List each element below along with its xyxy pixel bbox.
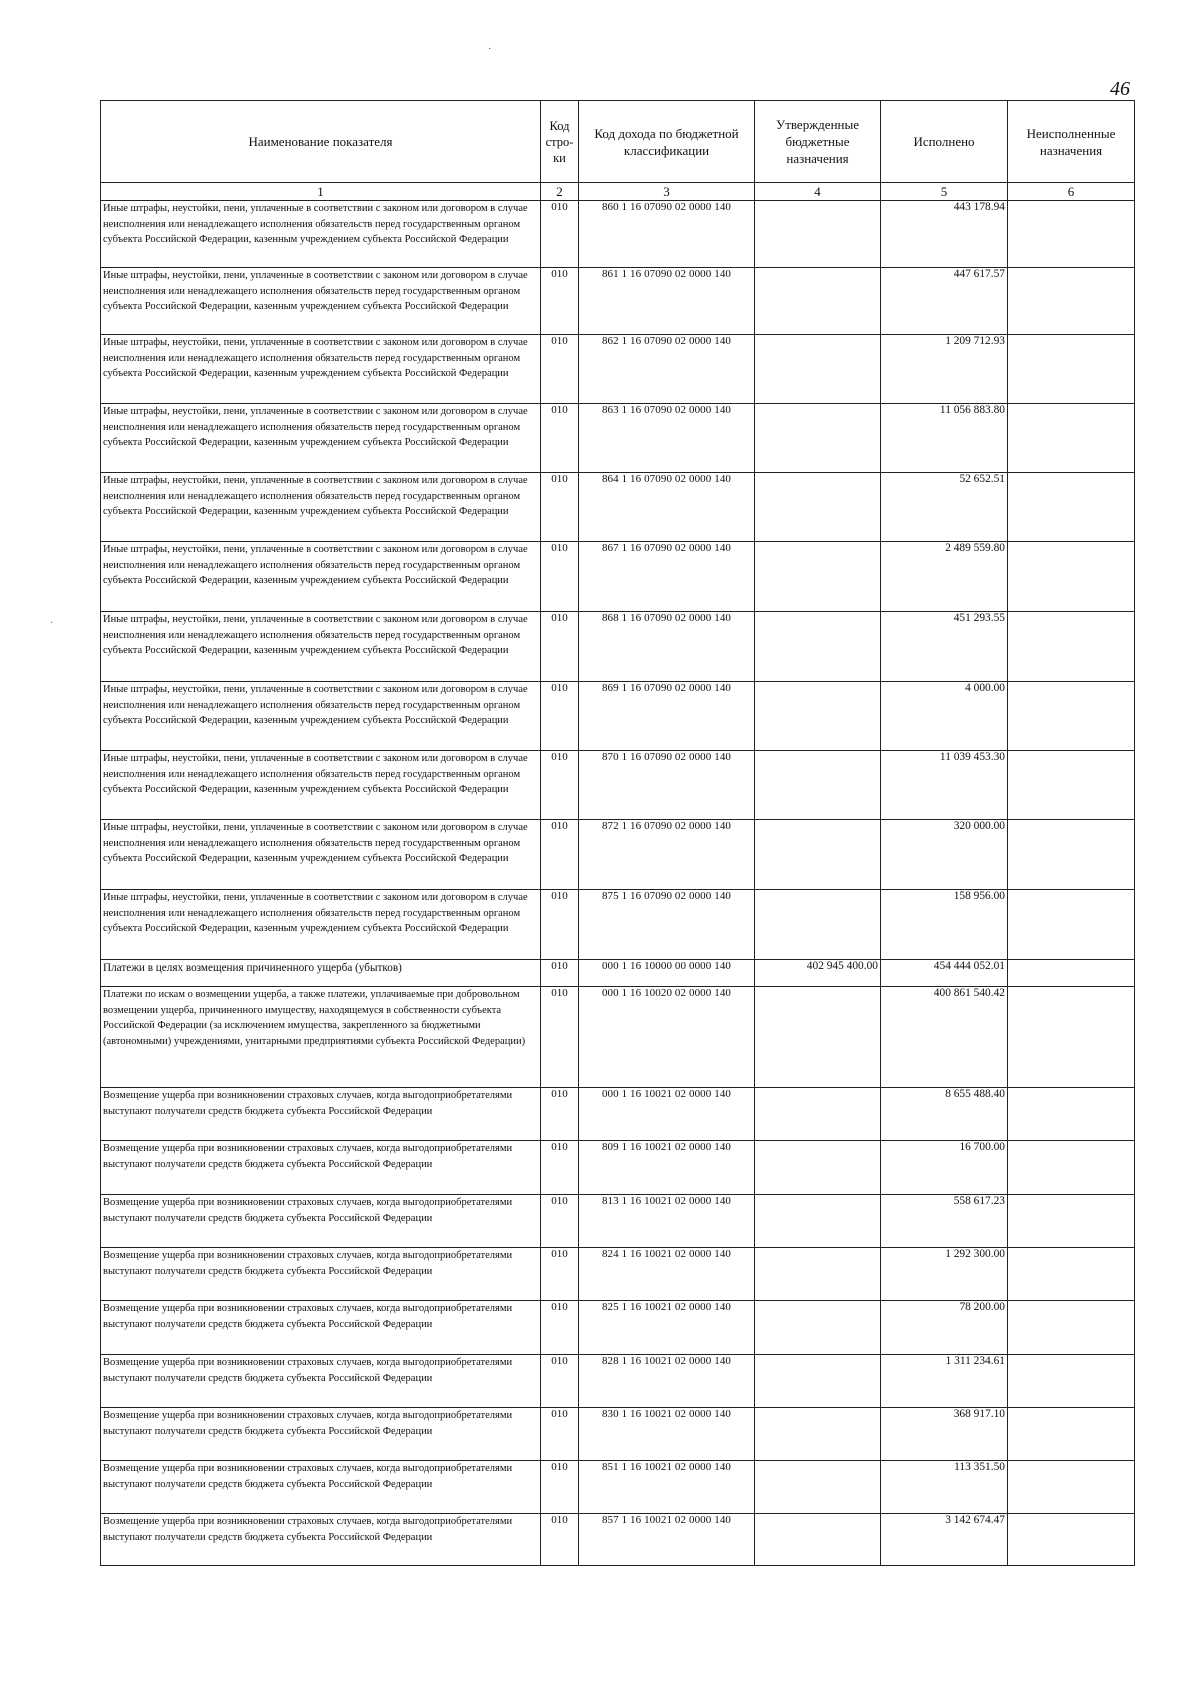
row-executed: 1 292 300.00	[881, 1248, 1008, 1301]
scan-speck: ·	[50, 618, 54, 629]
row-name: Возмещение ущерба при возникновении страховых случаев, когда выгодоприобретателями выступают получатели средств бюджета субъекта Российской Федерации	[101, 1088, 541, 1141]
row-executed: 2 489 559.80	[881, 542, 1008, 612]
row-income-code: 872 1 16 07090 02 0000 140	[579, 820, 755, 890]
table-header-row	[101, 101, 1135, 183]
table-row	[101, 751, 1135, 820]
row-income-code: 867 1 16 07090 02 0000 140	[579, 542, 755, 612]
budget-execution-table	[100, 100, 1135, 1566]
page-number: 46	[1110, 78, 1130, 100]
column-number: 5	[881, 183, 1008, 201]
row-approved	[755, 987, 881, 1088]
row-income-code: 000 1 16 10000 00 0000 140	[579, 960, 755, 987]
row-income-code: 868 1 16 07090 02 0000 140	[579, 612, 755, 682]
row-unexecuted	[1008, 1301, 1135, 1355]
row-line-code: 010	[541, 1141, 579, 1195]
row-name: Иные штрафы, неустойки, пени, уплаченные в соответствии с законом или договором в случае неисполнения или ненадлежащего исполнения обязательств перед государственным органом субъекта Российской Федерации, казенным учреждением субъекта Российской Федерации	[101, 542, 541, 612]
row-approved	[755, 1141, 881, 1195]
row-income-code: 824 1 16 10021 02 0000 140	[579, 1248, 755, 1301]
row-executed: 78 200.00	[881, 1301, 1008, 1355]
row-approved	[755, 542, 881, 612]
table-row	[101, 1088, 1135, 1141]
column-number: 6	[1008, 183, 1135, 201]
row-executed: 3 142 674.47	[881, 1514, 1008, 1566]
row-line-code: 010	[541, 751, 579, 820]
row-line-code: 010	[541, 1248, 579, 1301]
row-approved	[755, 404, 881, 473]
row-unexecuted	[1008, 1514, 1135, 1566]
row-name: Возмещение ущерба при возникновении страховых случаев, когда выгодоприобретателями выступают получатели средств бюджета субъекта Российской Федерации	[101, 1195, 541, 1248]
row-approved	[755, 890, 881, 960]
row-line-code: 010	[541, 820, 579, 890]
row-approved	[755, 612, 881, 682]
table-row	[101, 1195, 1135, 1248]
row-name: Платежи по искам о возмещении ущерба, а также платежи, уплачиваемые при добровольном возмещении ущерба, причиненного имуществу, находящемуся в собственности субъекта Российской Федерации (за исключением имущества, закрепленного за бюджетными (автономными) учреждениями, унитарными предприятиями субъекта Российской Федерации)	[101, 987, 541, 1088]
row-unexecuted	[1008, 820, 1135, 890]
row-line-code: 010	[541, 1301, 579, 1355]
row-line-code: 010	[541, 890, 579, 960]
table-row	[101, 1355, 1135, 1408]
row-unexecuted	[1008, 1195, 1135, 1248]
row-unexecuted	[1008, 960, 1135, 987]
row-line-code: 010	[541, 987, 579, 1088]
row-unexecuted	[1008, 1355, 1135, 1408]
table-row	[101, 268, 1135, 335]
row-executed: 320 000.00	[881, 820, 1008, 890]
row-line-code: 010	[541, 335, 579, 404]
row-unexecuted	[1008, 751, 1135, 820]
row-line-code: 010	[541, 1355, 579, 1408]
row-line-code: 010	[541, 1408, 579, 1461]
row-income-code: 875 1 16 07090 02 0000 140	[579, 890, 755, 960]
row-name: Возмещение ущерба при возникновении страховых случаев, когда выгодоприобретателями выступают получатели средств бюджета субъекта Российской Федерации	[101, 1301, 541, 1355]
row-line-code: 010	[541, 542, 579, 612]
row-name: Платежи в целях возмещения причиненного ущерба (убытков)	[101, 960, 541, 987]
row-approved	[755, 1514, 881, 1566]
table-row	[101, 612, 1135, 682]
row-name: Иные штрафы, неустойки, пени, уплаченные в соответствии с законом или договором в случае неисполнения или ненадлежащего исполнения обязательств перед государственным органом субъекта Российской Федерации, казенным учреждением субъекта Российской Федерации	[101, 473, 541, 542]
row-name: Иные штрафы, неустойки, пени, уплаченные в соответствии с законом или договором в случае неисполнения или ненадлежащего исполнения обязательств перед государственным органом субъекта Российской Федерации, казенным учреждением субъекта Российской Федерации	[101, 404, 541, 473]
row-name: Возмещение ущерба при возникновении страховых случаев, когда выгодоприобретателями выступают получатели средств бюджета субъекта Российской Федерации	[101, 1248, 541, 1301]
row-line-code: 010	[541, 201, 579, 268]
row-unexecuted	[1008, 890, 1135, 960]
row-approved	[755, 1408, 881, 1461]
row-line-code: 010	[541, 1088, 579, 1141]
row-line-code: 010	[541, 1514, 579, 1566]
table-row	[101, 1301, 1135, 1355]
row-income-code: 000 1 16 10021 02 0000 140	[579, 1088, 755, 1141]
row-unexecuted	[1008, 682, 1135, 751]
row-name: Возмещение ущерба при возникновении страховых случаев, когда выгодоприобретателями выступают получатели средств бюджета субъекта Российской Федерации	[101, 1408, 541, 1461]
row-approved	[755, 1088, 881, 1141]
header-line-code: Код стро-ки	[541, 101, 579, 183]
row-income-code: 869 1 16 07090 02 0000 140	[579, 682, 755, 751]
row-executed: 11 039 453.30	[881, 751, 1008, 820]
row-income-code: 809 1 16 10021 02 0000 140	[579, 1141, 755, 1195]
header-executed: Исполнено	[881, 101, 1008, 183]
row-approved	[755, 1301, 881, 1355]
column-number: 1	[101, 183, 541, 201]
row-approved	[755, 1195, 881, 1248]
row-income-code: 851 1 16 10021 02 0000 140	[579, 1461, 755, 1514]
row-income-code: 861 1 16 07090 02 0000 140	[579, 268, 755, 335]
row-name: Иные штрафы, неустойки, пени, уплаченные в соответствии с законом или договором в случае неисполнения или ненадлежащего исполнения обязательств перед государственным органом субъекта Российской Федерации, казенным учреждением субъекта Российской Федерации	[101, 335, 541, 404]
row-income-code: 870 1 16 07090 02 0000 140	[579, 751, 755, 820]
table-row	[101, 1514, 1135, 1566]
row-name: Возмещение ущерба при возникновении страховых случаев, когда выгодоприобретателями выступают получатели средств бюджета субъекта Российской Федерации	[101, 1141, 541, 1195]
table-row	[101, 1141, 1135, 1195]
table-row	[101, 1461, 1135, 1514]
row-executed: 368 917.10	[881, 1408, 1008, 1461]
row-name: Иные штрафы, неустойки, пени, уплаченные в соответствии с законом или договором в случае неисполнения или ненадлежащего исполнения обязательств перед государственным органом субъекта Российской Федерации, казенным учреждением субъекта Российской Федерации	[101, 201, 541, 268]
row-executed: 8 655 488.40	[881, 1088, 1008, 1141]
row-unexecuted	[1008, 1141, 1135, 1195]
row-executed: 1 209 712.93	[881, 335, 1008, 404]
row-income-code: 813 1 16 10021 02 0000 140	[579, 1195, 755, 1248]
table-row	[101, 890, 1135, 960]
row-income-code: 862 1 16 07090 02 0000 140	[579, 335, 755, 404]
row-approved	[755, 1355, 881, 1408]
row-income-code: 828 1 16 10021 02 0000 140	[579, 1355, 755, 1408]
row-income-code: 000 1 16 10020 02 0000 140	[579, 987, 755, 1088]
row-name: Возмещение ущерба при возникновении страховых случаев, когда выгодоприобретателями выступают получатели средств бюджета субъекта Российской Федерации	[101, 1461, 541, 1514]
row-income-code: 863 1 16 07090 02 0000 140	[579, 404, 755, 473]
row-executed: 4 000.00	[881, 682, 1008, 751]
row-income-code: 825 1 16 10021 02 0000 140	[579, 1301, 755, 1355]
table-row	[101, 682, 1135, 751]
row-unexecuted	[1008, 335, 1135, 404]
row-name: Возмещение ущерба при возникновении страховых случаев, когда выгодоприобретателями выступают получатели средств бюджета субъекта Российской Федерации	[101, 1514, 541, 1566]
row-income-code: 860 1 16 07090 02 0000 140	[579, 201, 755, 268]
table-row	[101, 987, 1135, 1088]
row-unexecuted	[1008, 612, 1135, 682]
row-unexecuted	[1008, 987, 1135, 1088]
row-unexecuted	[1008, 404, 1135, 473]
row-approved	[755, 268, 881, 335]
row-name: Иные штрафы, неустойки, пени, уплаченные в соответствии с законом или договором в случае неисполнения или ненадлежащего исполнения обязательств перед государственным органом субъекта Российской Федерации, казенным учреждением субъекта Российской Федерации	[101, 612, 541, 682]
row-name: Иные штрафы, неустойки, пени, уплаченные в соответствии с законом или договором в случае неисполнения или ненадлежащего исполнения обязательств перед государственным органом субъекта Российской Федерации, казенным учреждением субъекта Российской Федерации	[101, 751, 541, 820]
header-unexecuted: Неисполненные назначения	[1008, 101, 1135, 183]
row-approved	[755, 473, 881, 542]
header-indicator-name: Наименование показателя	[101, 101, 541, 183]
row-income-code: 857 1 16 10021 02 0000 140	[579, 1514, 755, 1566]
row-executed: 558 617.23	[881, 1195, 1008, 1248]
row-executed: 1 311 234.61	[881, 1355, 1008, 1408]
row-unexecuted	[1008, 542, 1135, 612]
row-line-code: 010	[541, 612, 579, 682]
row-executed: 447 617.57	[881, 268, 1008, 335]
row-executed: 52 652.51	[881, 473, 1008, 542]
row-executed: 113 351.50	[881, 1461, 1008, 1514]
table-row	[101, 820, 1135, 890]
row-unexecuted	[1008, 1088, 1135, 1141]
row-executed: 16 700.00	[881, 1141, 1008, 1195]
header-approved: Утвержденные бюджетные назначения	[755, 101, 881, 183]
table-row	[101, 404, 1135, 473]
row-unexecuted	[1008, 1461, 1135, 1514]
row-executed: 443 178.94	[881, 201, 1008, 268]
row-approved	[755, 751, 881, 820]
row-name: Возмещение ущерба при возникновении страховых случаев, когда выгодоприобретателями выступают получатели средств бюджета субъекта Российской Федерации	[101, 1355, 541, 1408]
row-line-code: 010	[541, 1461, 579, 1514]
table-row	[101, 335, 1135, 404]
table-row	[101, 960, 1135, 987]
row-approved	[755, 1461, 881, 1514]
row-line-code: 010	[541, 960, 579, 987]
row-approved: 402 945 400.00	[755, 960, 881, 987]
row-line-code: 010	[541, 682, 579, 751]
column-number: 4	[755, 183, 881, 201]
row-approved	[755, 1248, 881, 1301]
table-row	[101, 1408, 1135, 1461]
row-approved	[755, 820, 881, 890]
row-executed: 454 444 052.01	[881, 960, 1008, 987]
row-line-code: 010	[541, 473, 579, 542]
table-row	[101, 542, 1135, 612]
row-approved	[755, 682, 881, 751]
column-number-row	[101, 183, 1135, 201]
row-income-code: 864 1 16 07090 02 0000 140	[579, 473, 755, 542]
scan-speck: ·	[488, 44, 492, 55]
table-row	[101, 473, 1135, 542]
table-row	[101, 1248, 1135, 1301]
table-row	[101, 201, 1135, 268]
row-executed: 400 861 540.42	[881, 987, 1008, 1088]
row-unexecuted	[1008, 201, 1135, 268]
row-unexecuted	[1008, 473, 1135, 542]
row-approved	[755, 335, 881, 404]
row-executed: 158 956.00	[881, 890, 1008, 960]
row-name: Иные штрафы, неустойки, пени, уплаченные в соответствии с законом или договором в случае неисполнения или ненадлежащего исполнения обязательств перед государственным органом субъекта Российской Федерации, казенным учреждением субъекта Российской Федерации	[101, 268, 541, 335]
header-income-code: Код дохода по бюджетной классификации	[579, 101, 755, 183]
row-executed: 11 056 883.80	[881, 404, 1008, 473]
row-executed: 451 293.55	[881, 612, 1008, 682]
row-name: Иные штрафы, неустойки, пени, уплаченные в соответствии с законом или договором в случае неисполнения или ненадлежащего исполнения обязательств перед государственным органом субъекта Российской Федерации, казенным учреждением субъекта Российской Федерации	[101, 890, 541, 960]
column-number: 2	[541, 183, 579, 201]
row-approved	[755, 201, 881, 268]
row-unexecuted	[1008, 268, 1135, 335]
row-income-code: 830 1 16 10021 02 0000 140	[579, 1408, 755, 1461]
row-line-code: 010	[541, 268, 579, 335]
row-unexecuted	[1008, 1248, 1135, 1301]
row-name: Иные штрафы, неустойки, пени, уплаченные в соответствии с законом или договором в случае неисполнения или ненадлежащего исполнения обязательств перед государственным органом субъекта Российской Федерации, казенным учреждением субъекта Российской Федерации	[101, 682, 541, 751]
column-number: 3	[579, 183, 755, 201]
row-line-code: 010	[541, 404, 579, 473]
row-name: Иные штрафы, неустойки, пени, уплаченные в соответствии с законом или договором в случае неисполнения или ненадлежащего исполнения обязательств перед государственным органом субъекта Российской Федерации, казенным учреждением субъекта Российской Федерации	[101, 820, 541, 890]
row-unexecuted	[1008, 1408, 1135, 1461]
row-line-code: 010	[541, 1195, 579, 1248]
